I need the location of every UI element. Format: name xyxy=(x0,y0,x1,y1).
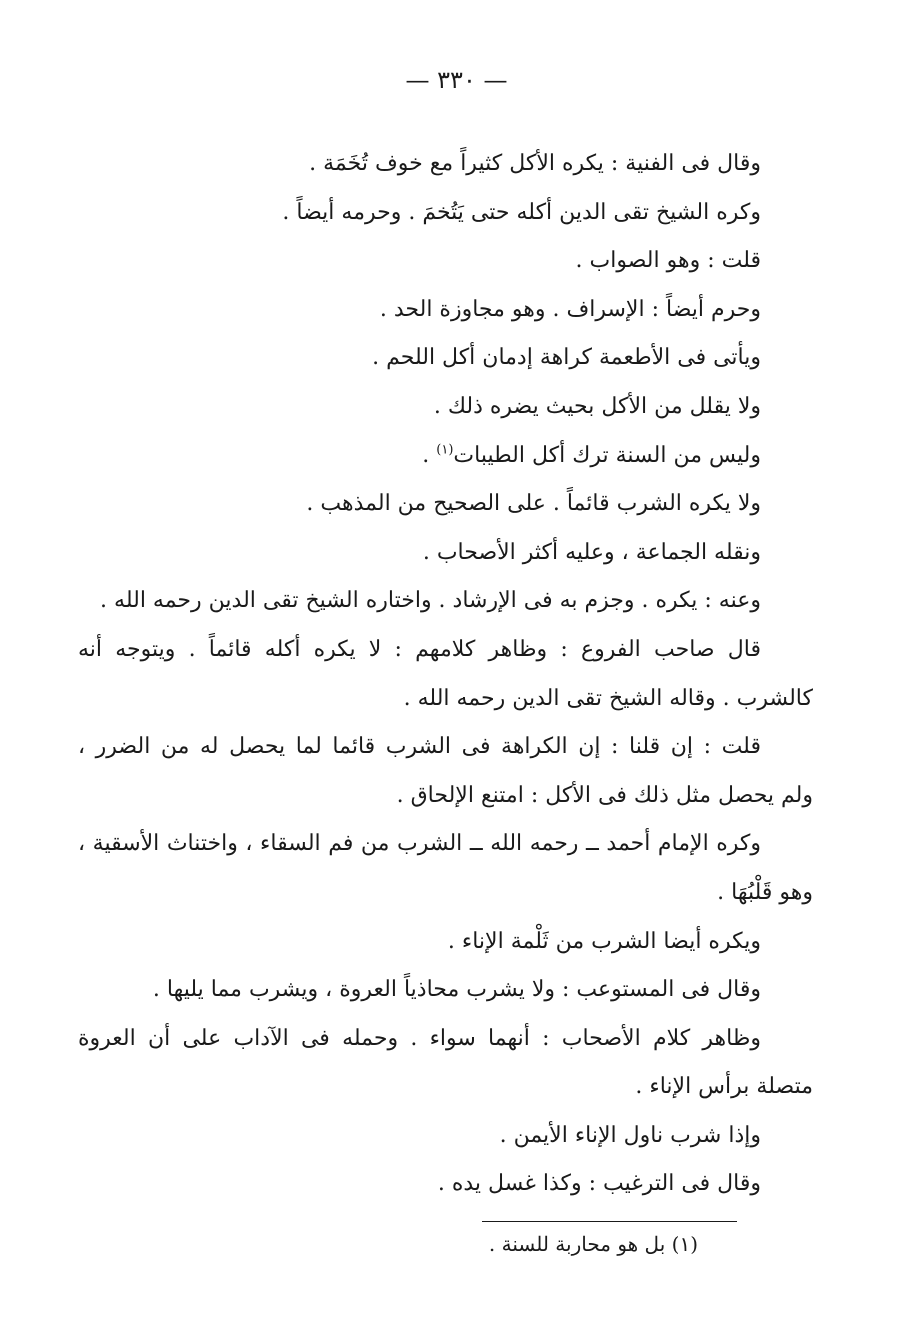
text-line: وإذا شرب ناول الإناء الأيمن . xyxy=(499,1122,761,1148)
footnote-divider xyxy=(482,1221,737,1222)
body-text xyxy=(78,140,813,1209)
text-line: وقال فى المستوعب : ولا يشرب محاذياً العروة ، ويشرب مما يليها . xyxy=(152,977,761,1003)
text-segment: . xyxy=(422,442,437,468)
text-line: وقال فى الترغيب : وكذا غسل يده . xyxy=(437,1171,761,1197)
text-line: وقال فى الفنية : يكره الأكل كثيراً مع خوف تُخَمَة . xyxy=(309,151,761,176)
text-segment: وليس من السنة ترك أكل الطيبات xyxy=(453,442,761,468)
text-line: ونقله الجماعة ، وعليه أكثر الأصحاب . xyxy=(422,539,761,565)
text-line: ويكره أيضا الشرب من ثَلْمة الإناء . xyxy=(447,928,761,954)
footnote-reference: (١) xyxy=(436,442,454,458)
page-number: — ٣٣٠ — xyxy=(405,66,508,94)
text-line: ولا يقلل من الأكل بحيث يضره ذلك . xyxy=(433,393,761,419)
text-line: كالشرب . وقاله الشيخ تقى الدين رحمه الله . xyxy=(403,685,813,711)
text-line: ولم يحصل مثل ذلك فى الأكل : امتنع الإلحاق . xyxy=(396,782,813,808)
text-line: قلت : إن قلنا : إن الكراهة فى الشرب قائما لما يحصل له من الضرر ، xyxy=(78,734,761,760)
text-line: ولا يكره الشرب قائماً . على الصحيح من المذهب . xyxy=(306,491,761,517)
text-line: ويأتى فى الأطعمة كراهة إدمان أكل اللحم . xyxy=(372,345,761,371)
text-line: متصلة برأس الإناء . xyxy=(635,1074,813,1100)
text-line: وهو قَلْبُهَا . xyxy=(717,879,813,905)
text-line: وعنه : يكره . وجزم به فى الإرشاد . واختاره الشيخ تقى الدين رحمه الله . xyxy=(100,588,761,614)
text-line-with-footnote-ref xyxy=(78,432,813,481)
text-line: وظاهر كلام الأصحاب : أنهما سواء . وحمله فى الآداب على أن العروة xyxy=(78,1025,761,1051)
text-line: وكره الشيخ تقى الدين أكله حتى يَتُخمَ . وحرمه أيضاً . xyxy=(282,199,761,225)
text-line: قال صاحب الفروع : وظاهر كلامهم : لا يكره أكله قائماً . ويتوجه أنه xyxy=(78,636,761,662)
footnote: (١) بل هو محاربة للسنة . xyxy=(488,1232,698,1256)
text-line: وحرم أيضاً : الإسراف . وهو مجاوزة الحد . xyxy=(379,296,761,322)
text-line: وكره الإمام أحمد ــ رحمه الله ــ الشرب من فم السقاء ، واختناث الأسقية ، xyxy=(78,831,761,857)
text-line: قلت : وهو الصواب . xyxy=(575,248,761,274)
